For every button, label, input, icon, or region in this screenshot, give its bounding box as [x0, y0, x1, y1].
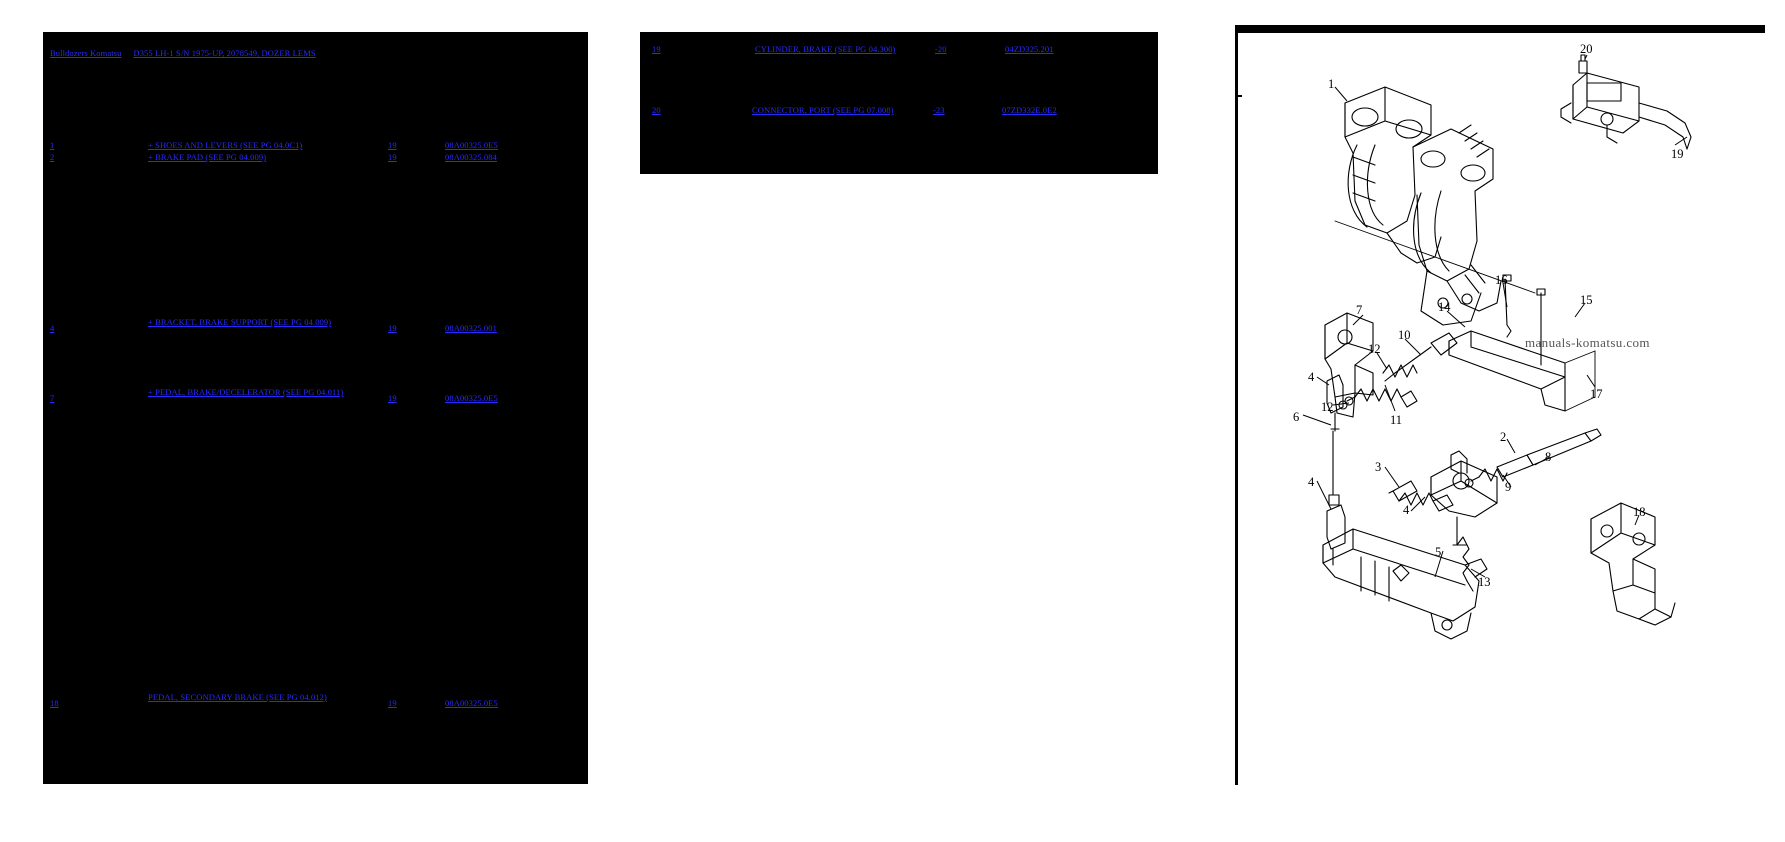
row-partnumber-link[interactable]: 08A00325.0E5 — [445, 393, 498, 403]
row-partnumber-link[interactable]: 07ZD332E.0E2 — [1002, 105, 1057, 115]
row-partnumber-link[interactable]: 08A00325.0E5 — [445, 698, 498, 708]
row-number-link[interactable]: 1 — [50, 140, 55, 150]
row-partnumber-link[interactable]: 08A00325.0E5 — [445, 140, 498, 150]
callout-4a: 4 — [1308, 370, 1315, 384]
callout-10: 10 — [1398, 328, 1411, 342]
callout-7: 7 — [1356, 303, 1363, 317]
frame-top-bar — [1235, 25, 1765, 33]
table-header — [50, 43, 316, 61]
row-number-link[interactable]: 4 — [50, 323, 55, 333]
callout-13: 13 — [1478, 575, 1491, 589]
row-number-link[interactable]: 20 — [652, 105, 661, 115]
frame-left-bar — [1235, 25, 1238, 785]
callout-3: 3 — [1375, 460, 1382, 474]
row-partnumber-link[interactable]: 08A00325.001 — [445, 323, 497, 333]
row-number-link[interactable]: 7 — [50, 393, 55, 403]
callout-12a: 12 — [1368, 342, 1381, 356]
row-quantity-link[interactable]: 19 — [388, 698, 397, 708]
frame-tick-mark — [1238, 95, 1242, 97]
callout-5: 5 — [1435, 545, 1442, 559]
row-description-link[interactable]: + SHOES AND LEVERS (SEE PG 04.0C1) — [148, 140, 303, 150]
callout-14: 14 — [1438, 300, 1451, 314]
callout-20a: 20 — [1580, 42, 1593, 56]
callout-1: 1 — [1328, 77, 1335, 91]
callout-15: 15 — [1580, 293, 1593, 307]
illustration-frame — [1235, 25, 1765, 785]
callout-17: 17 — [1590, 387, 1603, 401]
callout-12b: 12 — [1321, 400, 1334, 414]
callout-6: 6 — [1293, 410, 1300, 424]
row-number-link[interactable]: 18 — [50, 698, 59, 708]
row-quantity-link[interactable]: -20 — [935, 44, 947, 54]
callout-4b: 4 — [1308, 475, 1315, 489]
exploded-view-drawing — [1235, 25, 1765, 785]
model-link[interactable]: D355 LH-1 S/N 1975-UP, 2078549, DOZER LEMS — [133, 48, 316, 58]
callout-18: 18 — [1633, 505, 1646, 519]
row-description-link[interactable]: CONNECTOR, PORT (SEE PG 07.008) — [752, 105, 894, 115]
callout-11: 11 — [1390, 413, 1403, 427]
callout-16: 16 — [1495, 273, 1508, 287]
row-description-link[interactable]: CYLINDER, BRAKE (SEE PG 04.300) — [755, 44, 896, 54]
callout-8: 8 — [1545, 450, 1552, 464]
callout-4c: 4 — [1403, 503, 1410, 517]
row-description-link[interactable]: + PEDAL, BRAKE/DECELERATOR (SEE PG 04.011) — [148, 387, 344, 397]
row-number-link[interactable]: 2 — [50, 152, 55, 162]
callout-9: 9 — [1505, 480, 1512, 494]
row-description-link[interactable]: + BRAKE PAD (SEE PG 04.009) — [148, 152, 267, 162]
row-number-link[interactable]: 19 — [652, 44, 661, 54]
row-quantity-link[interactable]: 19 — [388, 140, 397, 150]
row-partnumber-link[interactable]: 08A00325.084 — [445, 152, 497, 162]
row-description-link[interactable]: PEDAL, SECONDARY BRAKE (SEE PG 04.012) — [148, 692, 327, 702]
parts-table-left — [43, 32, 588, 784]
row-quantity-link[interactable]: 19 — [388, 323, 397, 333]
callout-2: 2 — [1500, 430, 1507, 444]
callout-19: 19 — [1671, 147, 1684, 161]
parts-illustration — [1235, 25, 1765, 785]
watermark-text: manuals-komatsu.com — [1525, 335, 1650, 350]
parts-table-middle — [640, 32, 1158, 174]
row-quantity-link[interactable]: -23 — [933, 105, 945, 115]
row-partnumber-link[interactable]: 04ZD325.201 — [1005, 44, 1054, 54]
brand-link[interactable]: Bulldozers Komatsu — [50, 48, 122, 58]
row-quantity-link[interactable]: 19 — [388, 152, 397, 162]
row-description-link[interactable]: + BRACKET, BRAKE SUPPORT (SEE PG 04.009) — [148, 317, 332, 327]
row-quantity-link[interactable]: 19 — [388, 393, 397, 403]
